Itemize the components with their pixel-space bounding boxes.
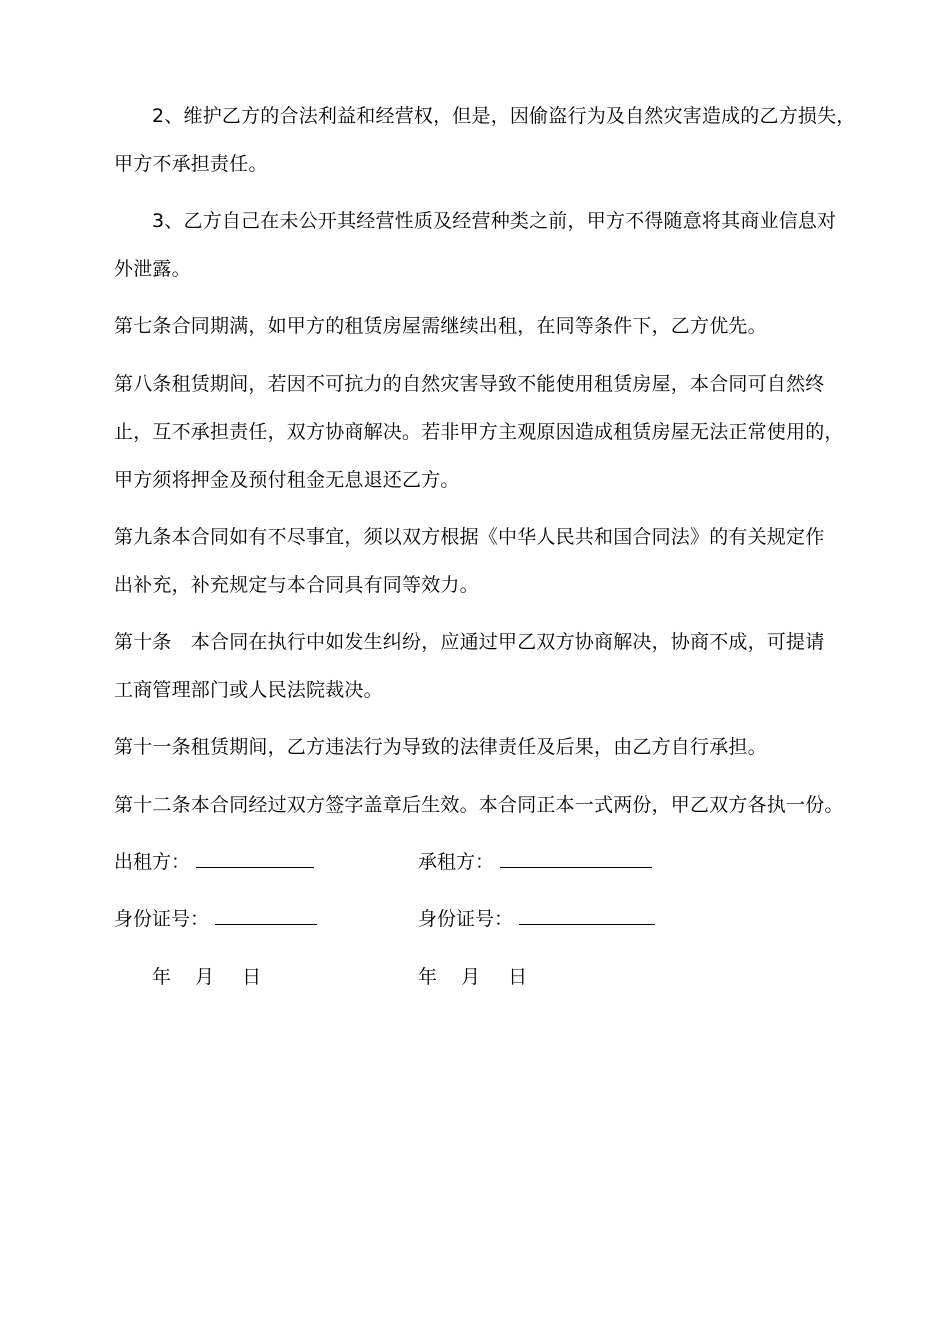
clause-item-2 [114,92,856,188]
date-month: 月 [461,966,481,988]
text-line: 甲方须将押金及预付租金无息退还乙方。 [114,469,460,491]
text-line: 3、乙方自己在未公开其经营性质及经营种类之前，甲方不得随意将其商业信息对 [152,210,837,232]
text-line: 止，互不承担责任，双方协商解决。若非甲方主观原因造成租赁房屋无法正常使用的， [114,421,844,443]
text-line: 第八条租赁期间，若因不可抗力的自然灾害导致不能使用租赁房屋，本合同可自然终 [114,373,825,395]
text-line: 出补充，补充规定与本合同具有同等效力。 [114,574,479,596]
article-9 [114,513,844,609]
lessee-blank-line[interactable] [500,847,652,868]
article-7 [114,302,844,350]
id-label: 身份证号： [418,908,514,930]
clause-item-3 [114,197,844,293]
lessor-signature [114,847,314,877]
date-day: 日 [242,966,262,988]
text-line: 甲方不承担责任。 [114,153,268,175]
lessor-id-number [114,904,317,934]
date-month: 月 [195,966,215,988]
article-11 [114,723,844,771]
text-line: 外泄露。 [114,258,191,280]
article-8 [114,360,844,504]
lessor-id-blank-line[interactable] [215,904,317,925]
article-12 [114,781,844,829]
lessee-signature [418,847,652,877]
text-line: 第十条 本合同在执行中如发生纠纷，应通过甲乙双方协商解决，协商不成，可提请 [114,631,825,653]
id-label: 身份证号： [114,908,210,930]
lessee-label: 承租方： [418,851,495,873]
text-line: 第十一条租赁期间，乙方违法行为导致的法律责任及后果，由乙方自行承担。 [114,736,767,758]
lessor-blank-line[interactable] [196,847,314,868]
lessee-date [418,962,527,992]
lessee-id-number [418,904,655,934]
lessor-date [152,962,261,992]
article-10 [114,618,844,714]
text-line: 第九条本合同如有不尽事宜，须以双方根据《中华人民共和国合同法》的有关规定作 [114,526,825,548]
text-line: 第七条合同期满，如甲方的租赁房屋需继续出租，在同等条件下，乙方优先。 [114,315,767,337]
date-day: 日 [508,966,528,988]
date-year: 年 [152,966,172,988]
text-line: 2、维护乙方的合法利益和经营权，但是，因偷盗行为及自然灾害造成的乙方损失， [152,105,856,127]
date-year: 年 [418,966,438,988]
text-line: 第十二条本合同经过双方签字盖章后生效。本合同正本一式两份，甲乙双方各执一份。 [114,794,844,816]
lessor-label: 出租方： [114,851,191,873]
text-line: 工商管理部门或人民法院裁决。 [114,679,383,701]
lessee-id-blank-line[interactable] [519,904,655,925]
